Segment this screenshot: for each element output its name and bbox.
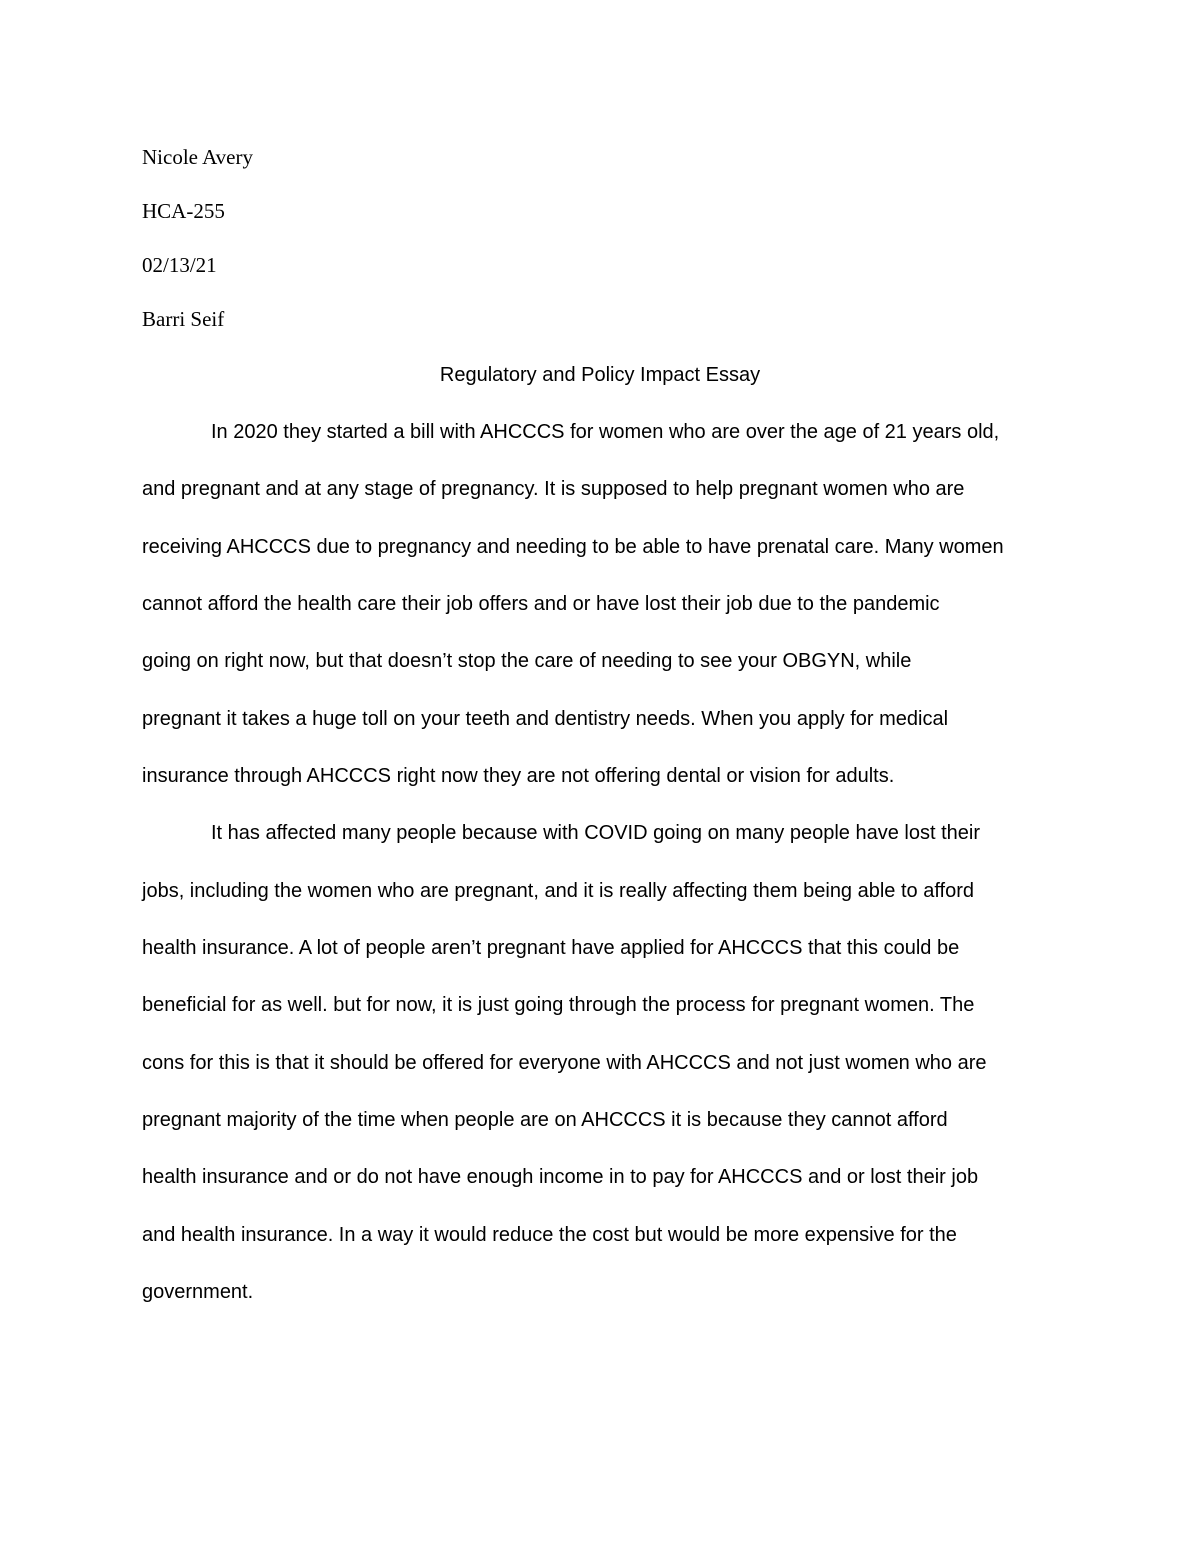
paragraph-1-line: receiving AHCCCS due to pregnancy and needing to be able to have prenatal care. Many women	[142, 536, 1004, 558]
essay-title: Regulatory and Policy Impact Essay	[439, 364, 761, 386]
paragraph-1-line: and pregnant and at any stage of pregnancy. It is supposed to help pregnant women who are	[142, 478, 965, 500]
paragraph-2-line: health insurance. A lot of people aren’t pregnant have applied for AHCCCS that this could be	[142, 937, 960, 959]
student-name: Nicole Avery	[142, 145, 253, 169]
paragraph-2-line: pregnant majority of the time when people are on AHCCCS it is because they cannot afford	[142, 1109, 948, 1131]
paragraph-2-line: government.	[142, 1281, 254, 1303]
paragraph-2-line: cons for this is that it should be offered for everyone with AHCCCS and not just women who are	[142, 1052, 987, 1074]
instructor-name: Barri Seif	[142, 307, 225, 331]
paragraph-2-line: health insurance and or do not have enough income in to pay for AHCCCS and or lost their job	[142, 1166, 979, 1188]
paragraph-2-line: and health insurance. In a way it would reduce the cost but would be more expensive for the	[142, 1224, 957, 1246]
paragraph-2-line: It has affected many people because with COVID going on many people have lost their	[211, 822, 980, 844]
course-code: HCA-255	[142, 199, 225, 223]
paragraph-2-line: jobs, including the women who are pregnant, and it is really affecting them being able to afford	[142, 880, 975, 902]
paragraph-1-line: insurance through AHCCCS right now they are not offering dental or vision for adults.	[142, 765, 895, 787]
paragraph-1-line: going on right now, but that doesn’t stop the care of needing to see your OBGYN, while	[142, 650, 912, 672]
paragraph-1-line: In 2020 they started a bill with AHCCCS for women who are over the age of 21 years old,	[211, 421, 1000, 443]
submission-date: 02/13/21	[142, 253, 217, 277]
paragraph-2-line: beneficial for as well. but for now, it is just going through the process for pregnant women. The	[142, 994, 975, 1016]
paragraph-1-line: pregnant it takes a huge toll on your teeth and dentistry needs. When you apply for medical	[142, 708, 949, 730]
paragraph-1-line: cannot afford the health care their job offers and or have lost their job due to the pandemic	[142, 593, 940, 615]
